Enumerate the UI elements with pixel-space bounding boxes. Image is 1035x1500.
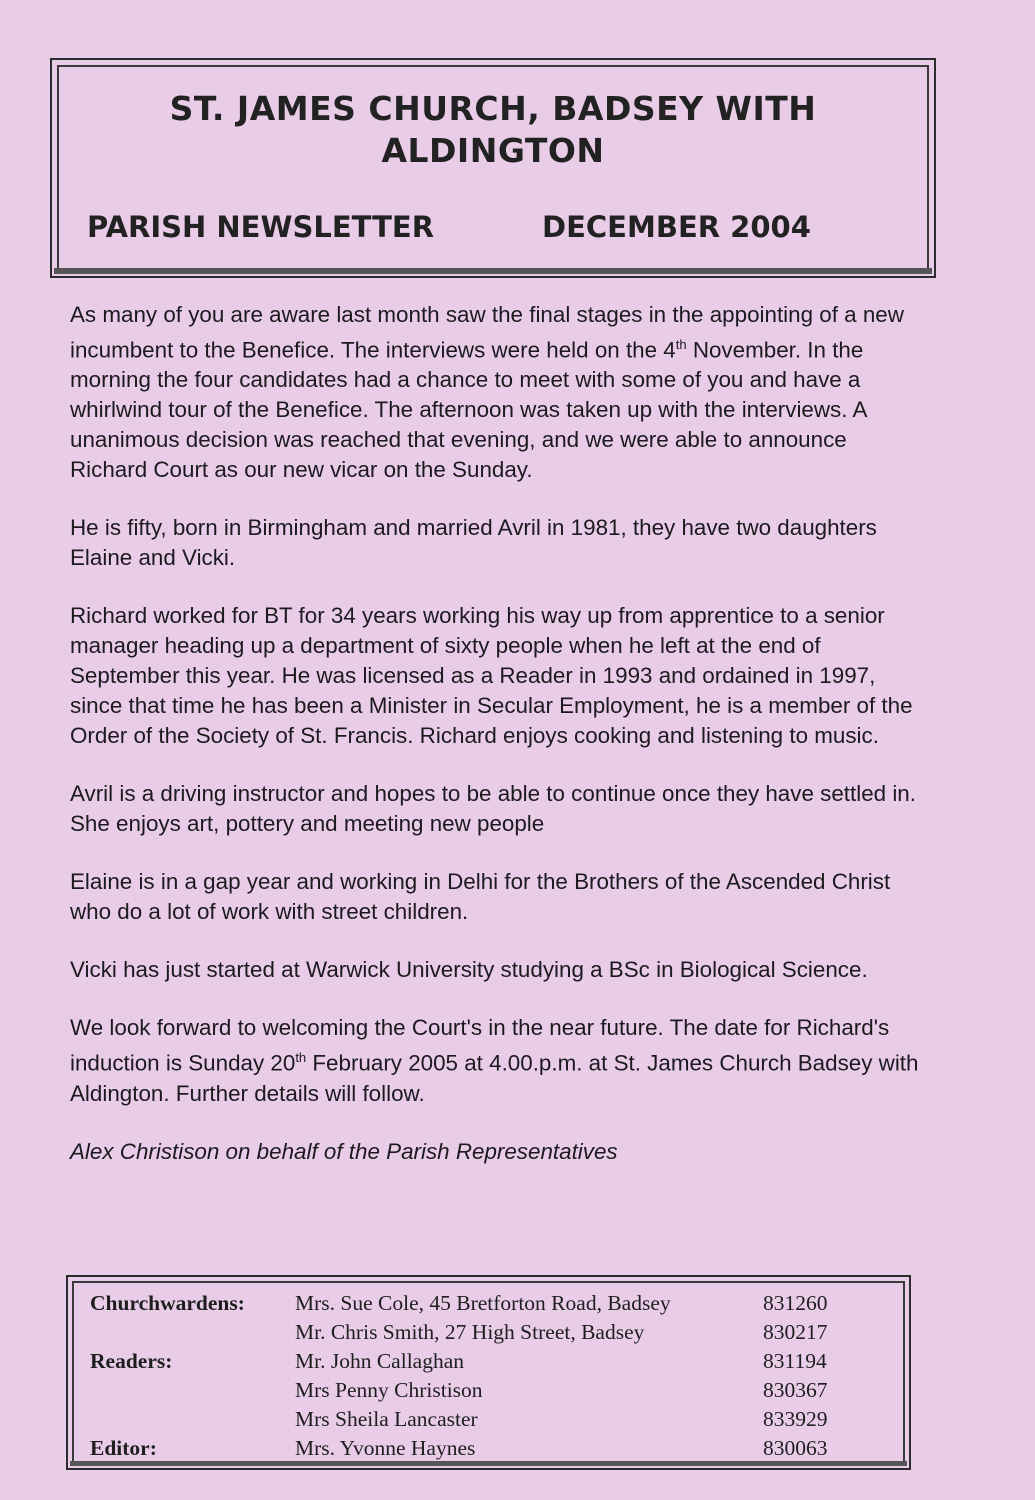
contact-phone: 830367 — [763, 1378, 828, 1402]
table-row — [90, 1434, 863, 1463]
signature: Alex Christison on behalf of the Parish Representatives — [70, 1138, 618, 1164]
table-row — [90, 1405, 863, 1434]
contact-role: Editor: — [90, 1436, 157, 1460]
paragraph-text: We look forward to welcoming the Court's in the near future. The date for Richard's induction is Sunday 20 — [70, 1015, 890, 1076]
contact-phone: 831194 — [763, 1349, 827, 1373]
paragraph-career: Richard worked for BT for 34 years working his way up from apprentice to a senior manager heading up a department of sixty people when he left at the end of September this year. He was licensed as a Reader in 1993 and ordained in 1997, since that time he has been a Minister in Secular Employment, he is a member of the Order of the Society of St. Francis. Richard enjoys cooking and listening to music. — [70, 603, 913, 749]
contact-name: Mr. John Callaghan — [295, 1349, 464, 1373]
contact-name: Mrs. Yvonne Haynes — [295, 1436, 476, 1460]
masthead — [50, 58, 936, 278]
table-row — [90, 1318, 863, 1347]
superscript: th — [675, 337, 687, 352]
paragraph-family: He is fifty, born in Birmingham and married Avril in 1981, they have two daughters Elaine and Vicki. — [70, 515, 877, 571]
superscript: th — [295, 1050, 307, 1066]
contact-role: Readers: — [90, 1349, 173, 1373]
table-row — [90, 1347, 863, 1376]
paragraph-appointment — [70, 300, 930, 485]
article-body — [70, 300, 930, 1195]
contact-name: Mrs Sheila Lancaster — [295, 1407, 478, 1431]
contacts-box — [66, 1275, 911, 1470]
newsletter-title — [52, 88, 934, 172]
newsletter-date: DECEMBER 2004 — [542, 210, 811, 244]
contact-role — [90, 1405, 295, 1434]
contact-name: Mrs Penny Christison — [295, 1378, 483, 1402]
contacts-table — [90, 1289, 863, 1463]
contact-phone: 830217 — [763, 1320, 828, 1344]
contact-role — [90, 1318, 295, 1347]
title-line-2: ALDINGTON — [381, 131, 605, 170]
paragraph-induction — [70, 1013, 930, 1108]
paragraph-avril: Avril is a driving instructor and hopes to be able to continue once they have settled in. She enjoys art, pottery and meeting new people — [70, 781, 916, 837]
table-row — [90, 1289, 863, 1318]
contact-name: Mr. Chris Smith, 27 High Street, Badsey — [295, 1320, 645, 1344]
paragraph-text: As many of you are aware last month saw the final stages in the appointing of a new incumbent to the Benefice. The interviews were held on the 4 — [70, 302, 904, 363]
contact-phone: 833929 — [763, 1407, 828, 1431]
contact-phone: 831260 — [763, 1291, 828, 1315]
paragraph-text: November. In the morning the four candidates had a chance to meet with some of you and have a whirlwind tour of the Benefice. The afternoon was taken up with the interviews. A unanimous decision was reached that evening, and we were able to announce Richard Court as our new vicar on the Sunday. — [70, 337, 867, 483]
contact-name: Mrs. Sue Cole, 45 Bretforton Road, Badsey — [295, 1291, 671, 1315]
newsletter-name: PARISH NEWSLETTER — [87, 210, 435, 244]
table-row — [90, 1376, 863, 1405]
paragraph-vicki: Vicki has just started at Warwick University studying a BSc in Biological Science. — [70, 957, 868, 983]
paragraph-elaine: Elaine is in a gap year and working in Delhi for the Brothers of the Ascended Christ who do a lot of work with street children. — [70, 869, 891, 925]
contact-role — [90, 1376, 295, 1405]
contact-role: Churchwardens: — [90, 1291, 245, 1315]
contact-phone: 830063 — [763, 1436, 828, 1460]
title-line-1: ST. JAMES CHURCH, BADSEY WITH — [169, 89, 817, 128]
paragraph-text: February 2005 at 4.00.p.m. at St. James Church Badsey with Aldington. Further details will follow. — [70, 1050, 919, 1106]
